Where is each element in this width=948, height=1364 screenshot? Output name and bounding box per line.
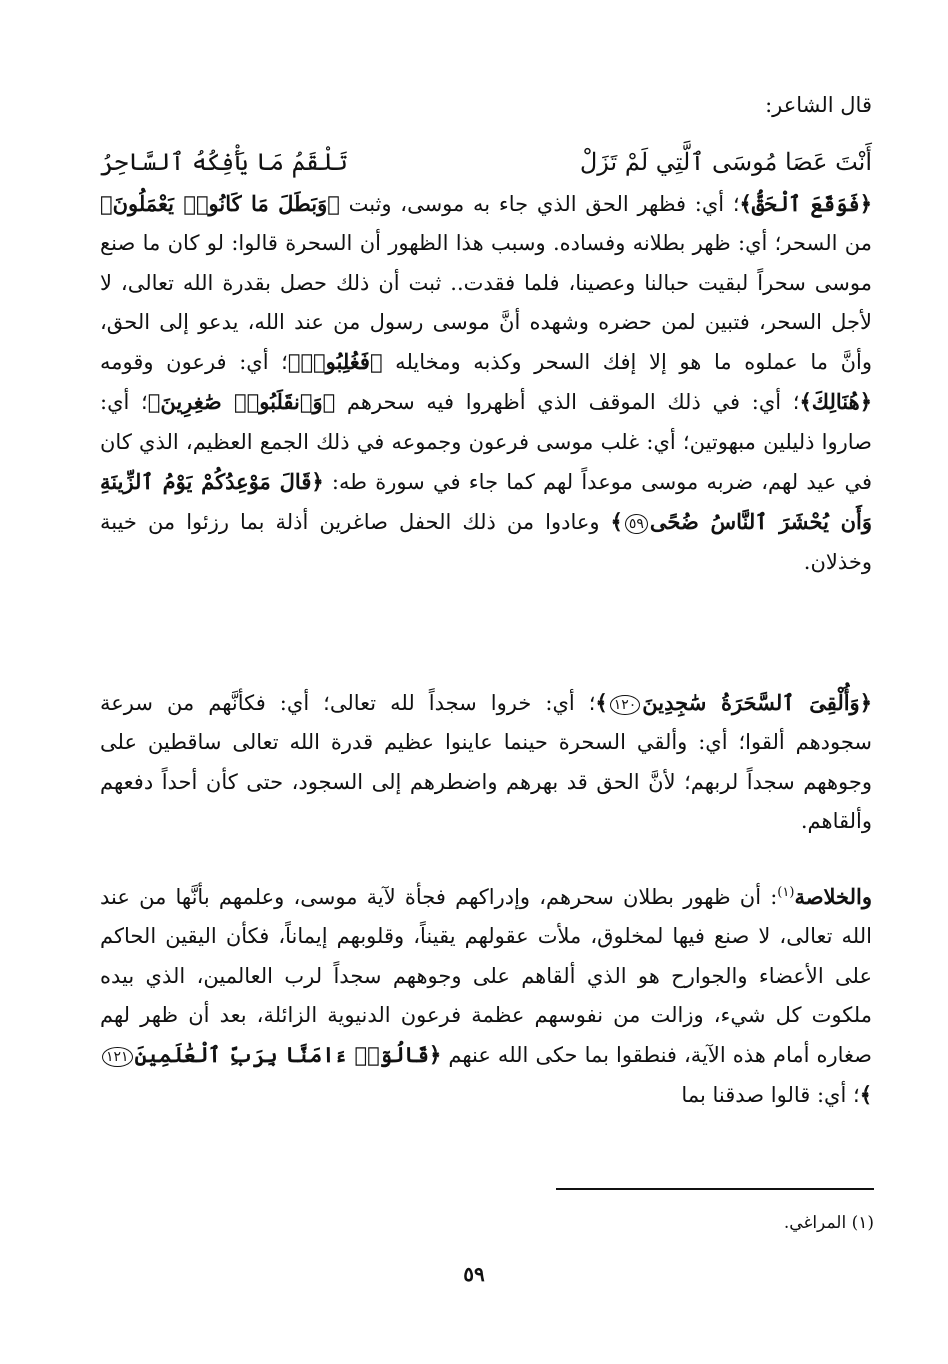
intro-line: قال الشاعر:: [765, 93, 872, 117]
paragraph-text: ؛ أي: صاروا ذليلين مبهوتين؛ أي: غلب موسى فرعون وجموعه في ذلك الجمع العظيم، الذي كان في عيد لهم، ضربه موسى موعداً لهم كما جاء في سورة طه:: [100, 390, 873, 495]
paragraph-text: من السحر؛ أي: ظهر بطلانه وفساده. وسبب هذا الظهور أن السحرة قالوا: لو كان ما صنع موسى سحراً لبقيت حبالنا وعصينا، فلما فقدت.. ثبت أن ذلك حصل بقدرة الله تعالى، لا لأجل السحر، فتبين لمن حضره وشهده أنَّ موسى رسول من عند الله، يدعو إلى الحق، وأنَّ ما عملوه ما هو إلا إفك السحر وكذبه ومخايله: [100, 231, 872, 375]
page-number: ٥٩: [463, 1262, 485, 1286]
quran-quote-end: ﴾: [595, 690, 608, 715]
poem-verse: [100, 140, 872, 184]
quran-quote: ﴿فَغُلِبُوا۟﴾: [287, 349, 383, 375]
footnote: (١) المراغي.: [783, 1213, 874, 1233]
quran-quote: ﴿وَبَطَلَ مَا كَانُوا۟ يَعْمَلُونَ﴾: [100, 191, 340, 216]
quran-quote: ﴿وَأُلْقِىَ ٱلسَّحَرَةُ سَٰجِدِينَ: [642, 690, 873, 715]
verse-hemistich-1: أَنْتَ عَصَا مُوسَى ٱلَّتِي لَمْ تَزَلْ: [579, 148, 872, 176]
quran-quote: ﴿قَالَ مَوْعِدُكُمْ يَوْمُ ٱلزِّينَةِ وَأَن يُحْشَرَ ٱلنَّاسُ ضُحًى: [100, 469, 872, 535]
paragraph-2: [100, 683, 872, 841]
quran-quote: ﴿وَٱنقَلَبُوا۟ صَٰغِرِينَ﴾: [147, 389, 336, 415]
ayah-number-badge: ٥٩: [625, 514, 648, 534]
paragraph-text: وعادوا من ذلك الحفل صاغرين أذلة بما رزئوا من خيبة وخذلان.: [100, 510, 872, 574]
paragraph-text: ؛ أي: خروا سجداً لله تعالى؛ أي: فكأنَّهم من سرعة سجودهم ألقوا؛ أي: وألقي السحرة حينما عاينوا عظيم قدرة الله تعالى ساقطين على وجوههم سجداً لربهم؛ لأنَّ الحق قد بهرهم واضطرهم إلى السجود، حتى كأن أحداً دفعهم وألقاهم.: [100, 691, 872, 833]
paragraph-text: ؛ أي: في ذلك الموقف الذي أظهروا فيه سحرهم: [335, 390, 800, 415]
summary-heading: والخلاصة: [794, 884, 872, 909]
quran-quote-end: ﴾: [610, 509, 623, 535]
paragraph-3: [100, 877, 872, 1116]
ayah-number-badge: ١٢٠: [610, 695, 641, 715]
paragraph-text: ؛ أي: فرعون وقومه: [100, 350, 288, 375]
ayah-number-badge: ١٢١: [102, 1047, 133, 1067]
footnote-marker: (١): [777, 885, 795, 900]
paragraph-1: [100, 184, 872, 582]
quran-quote: ﴿قَالُوٓا۟ ءَامَنَّا بِرَبِّ ٱلْعَٰلَمِينَ: [134, 1042, 442, 1068]
quran-quote: ﴿فَوَقَعَ ٱلْحَقُّ﴾: [739, 191, 872, 216]
paragraph-text: ؛ أي: فظهر الحق الذي جاء به موسى، وثبت: [339, 192, 740, 216]
footnote-divider: [556, 1188, 874, 1190]
paragraph-text: ؛ أي: قالوا صدقنا بما: [681, 1083, 860, 1108]
paragraph-text: : أن ظهور بطلان سحرهم، وإدراكهم فجأة لآية موسى، وعلمهم بأنَّها من عند الله تعالى، لا صنع فيها لمخلوق، ملأت عقولهم يقيناً، وقلوبهم إيماناً، فكأن اليقين الحاكم على الأعضاء والجوارح هو الذي ألقاهم على وجوههم سجداً لرب العالمين، الذي بيده ملكوت كل شيء، وزالت من نفوسهم عظمة فرعون الدنيوية الزائلة، بعد أن ظهر لهم صغاره أمام هذه الآية، فنطقوا بما حكى الله عنهم: [100, 885, 872, 1068]
verse-hemistich-2: تَلْقَمُ مَا يَأْفِكُهُ ٱلسَّاحِرُ: [100, 148, 348, 176]
quran-quote-end: ﴾: [859, 1082, 872, 1108]
quran-quote: ﴿هُنَالِكَ﴾: [799, 389, 872, 415]
